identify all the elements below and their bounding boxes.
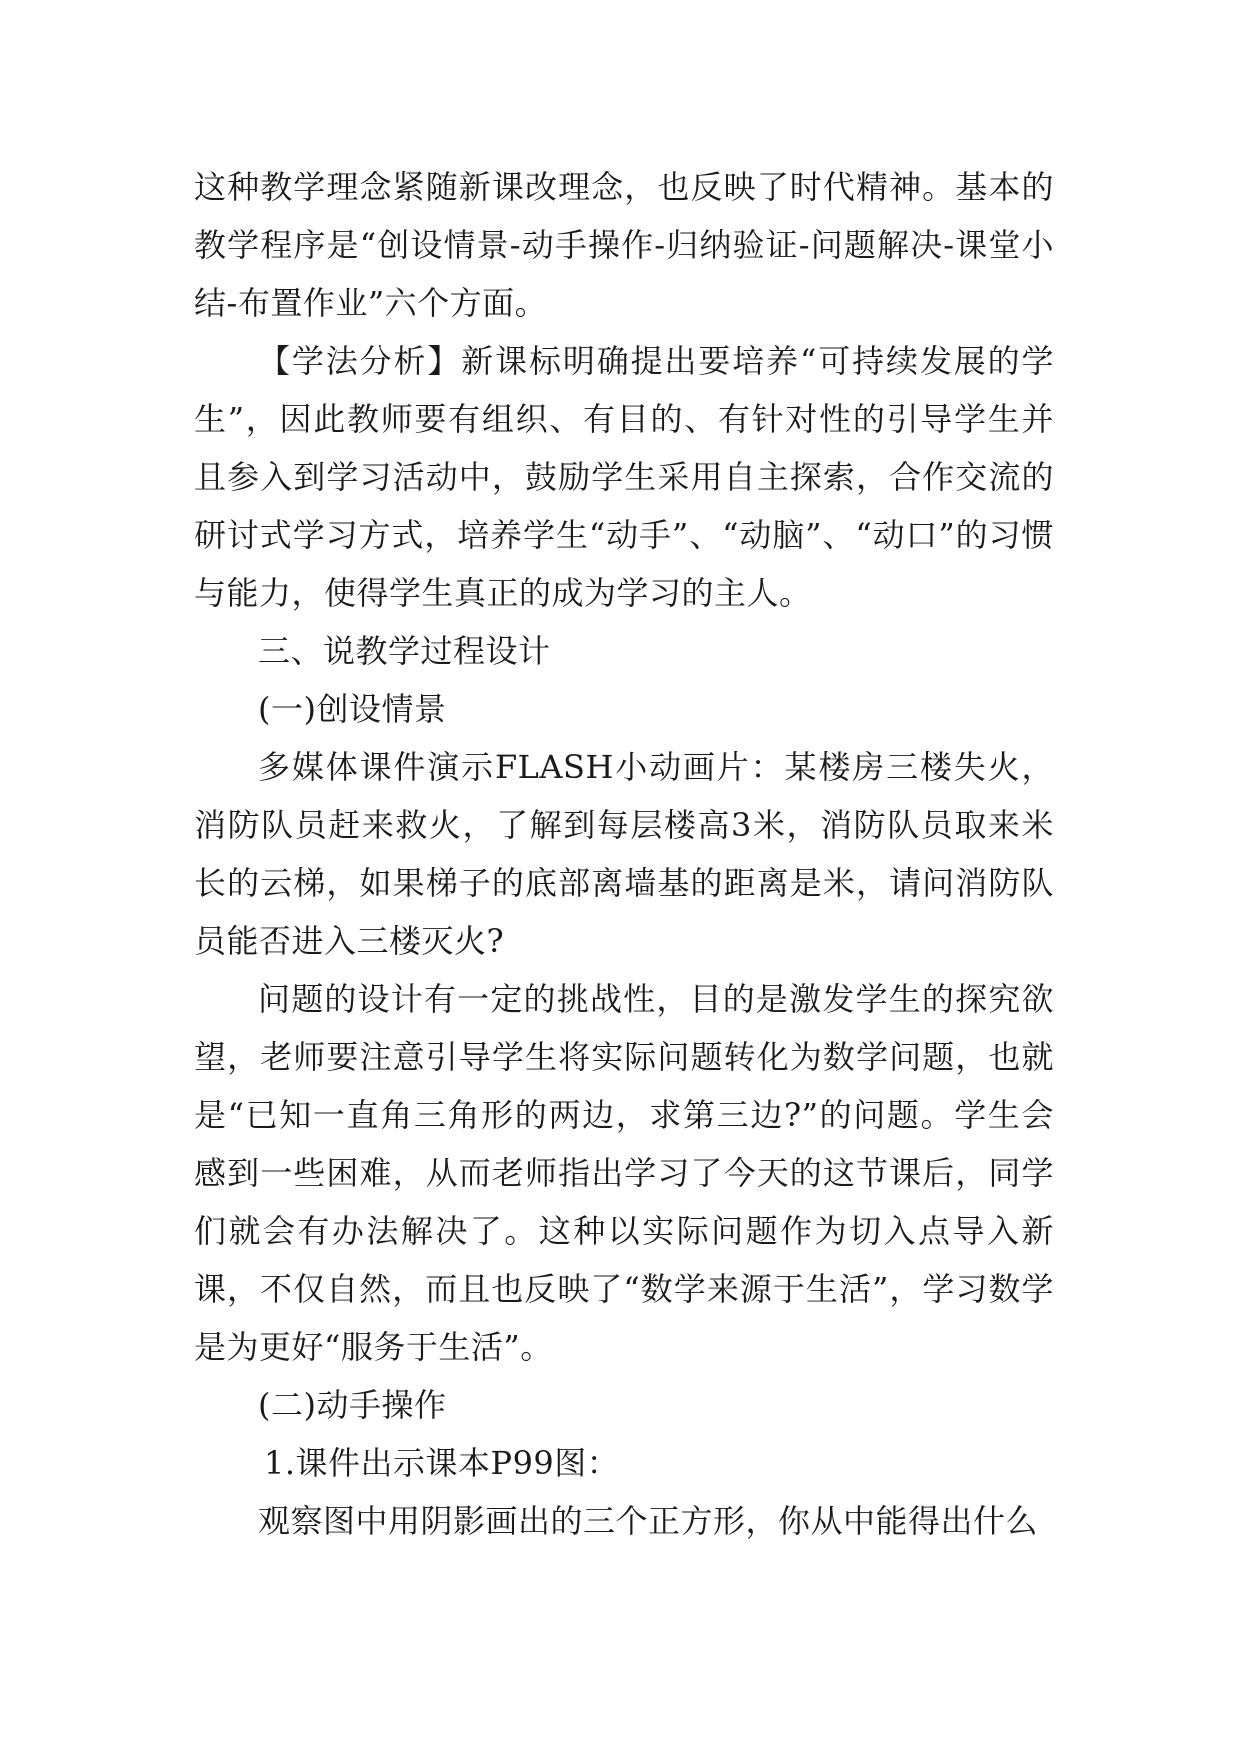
paragraph-teaching-concept: 这种教学理念紧随新课改理念，也反映了时代精神。基本的教学程序是“创设情景-动手操作-归纳验证-问题解决-课堂小结-布置作业”六个方面。	[194, 168, 1054, 322]
subheading-hands-on: (二)动手操作	[258, 1386, 447, 1424]
subheading-scenario: (一)创设情景	[258, 690, 447, 728]
paragraph-multimedia-demo: 多媒体课件演示FLASH小动画片：某楼房三楼失火，消防队员赶来救火，了解到每层楼高3米，消防队员取来米长的云梯，如果梯子的底部离墙基的距离是米，请问消防队员能否进入三楼灭火?	[194, 748, 1054, 960]
paragraph-learning-analysis: 【学法分析】新课标明确提出要培养“可持续发展的学生”，因此教师要有组织、有目的、有针对性的引导学生并且参入到学习活动中，鼓励学生采用自主探索，合作交流的研讨式学习方式，培养学生“动手”、“动脑”、“动口”的习惯与能力，使得学生真正的成为学习的主人。	[194, 342, 1054, 612]
paragraph-observe-squares: 观察图中用阴影画出的三个正方形，你从中能得出什么	[258, 1502, 1039, 1540]
paragraph-problem-design: 问题的设计有一定的挑战性，目的是激发学生的探究欲望，老师要注意引导学生将实际问题转化为数学问题，也就是“已知一直角三角形的两边，求第三边?”的问题。学生会感到一些困难，从而老师指出学习了今天的这节课后，同学们就会有办法解决了。这种以实际问题作为切入点导入新课，不仅自然，而且也反映了“数学来源于生活”，学习数学是为更好“服务于生活”。	[194, 980, 1054, 1366]
document-body	[194, 158, 1054, 1550]
list-item-courseware-figure: 1.课件出示课本P99图：	[264, 1444, 620, 1482]
section-heading-teaching-process: 三、说教学过程设计	[258, 632, 551, 670]
